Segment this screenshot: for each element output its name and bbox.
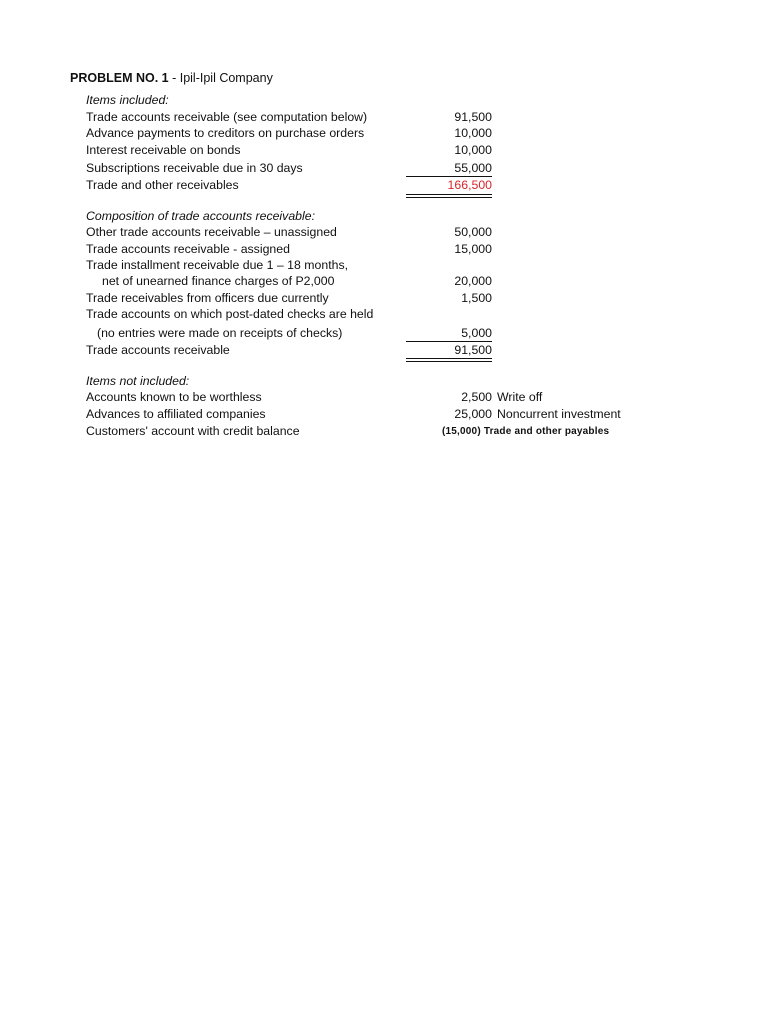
list-item	[86, 109, 706, 125]
section-heading-composition	[86, 208, 706, 224]
item-label: Customers' account with credit balance	[86, 424, 300, 438]
item-label: Trade receivables from officers due currently	[86, 291, 329, 305]
section-heading-label: Items not included:	[86, 374, 190, 388]
item-amount: 55,000	[454, 161, 492, 175]
list-item	[86, 273, 706, 289]
item-label: Accounts known to be worthless	[86, 390, 262, 404]
item-label: Other trade accounts receivable – unassigned	[86, 225, 337, 239]
total-label: Trade accounts receivable	[86, 343, 230, 357]
item-label: Trade accounts receivable (see computation below)	[86, 110, 368, 124]
list-item	[86, 125, 706, 141]
list-item	[86, 224, 706, 240]
item-label: Trade accounts receivable - assigned	[86, 242, 290, 256]
total-row	[86, 342, 706, 358]
list-item	[86, 389, 706, 405]
item-label: Advance payments to creditors on purchase orders	[86, 126, 365, 140]
item-amount: 25,000	[454, 407, 492, 421]
item-note: Write off	[497, 390, 543, 404]
title-separator: -	[168, 71, 180, 85]
item-label: Interest receivable on bonds	[86, 143, 241, 157]
problem-label: PROBLEM NO. 1	[70, 71, 169, 85]
company-name: Ipil-Ipil Company	[179, 71, 273, 85]
double-underline-bottom	[406, 197, 492, 198]
list-item	[86, 306, 706, 322]
item-amount: 50,000	[454, 225, 492, 239]
item-label: Trade accounts on which post-dated checks are held	[86, 307, 374, 321]
item-label: (no entries were made on receipts of checks)	[97, 326, 343, 340]
list-item	[86, 241, 706, 257]
item-amount: 10,000	[454, 143, 492, 157]
total-row	[86, 177, 706, 193]
double-underline-bottom	[406, 361, 492, 362]
section-heading-included	[86, 92, 706, 108]
total-amount: 91,500	[454, 343, 492, 357]
item-label: net of unearned finance charges of P2,000	[102, 274, 335, 288]
item-note: Noncurrent investment	[497, 407, 621, 421]
total-label: Trade and other receivables	[86, 178, 239, 192]
list-item	[86, 142, 706, 158]
list-item	[86, 423, 706, 439]
total-amount: 166,500	[447, 178, 492, 192]
item-amount: 2,500	[461, 390, 492, 404]
section-heading-not-included	[86, 373, 706, 389]
item-label: Trade installment receivable due 1 – 18 months,	[86, 258, 349, 272]
list-item	[86, 160, 706, 176]
item-amount: 15,000	[454, 242, 492, 256]
item-amount: 10,000	[454, 126, 492, 140]
double-underline-top	[406, 194, 492, 195]
item-amount: 20,000	[454, 274, 492, 288]
list-item	[86, 406, 706, 422]
double-underline-top	[406, 358, 492, 359]
list-item	[86, 257, 706, 273]
section-heading-label: Items included:	[86, 93, 169, 107]
item-amount: 91,500	[454, 110, 492, 124]
item-label: Advances to affiliated companies	[86, 407, 266, 421]
item-amount: 1,500	[461, 291, 492, 305]
section-heading-label: Composition of trade accounts receivable:	[86, 209, 315, 223]
item-label: Subscriptions receivable due in 30 days	[86, 161, 303, 175]
list-item	[86, 325, 706, 341]
item-amount: 5,000	[461, 326, 492, 340]
problem-title	[70, 71, 273, 85]
list-item	[86, 290, 706, 306]
item-note: (15,000) Trade and other payables	[442, 426, 610, 437]
